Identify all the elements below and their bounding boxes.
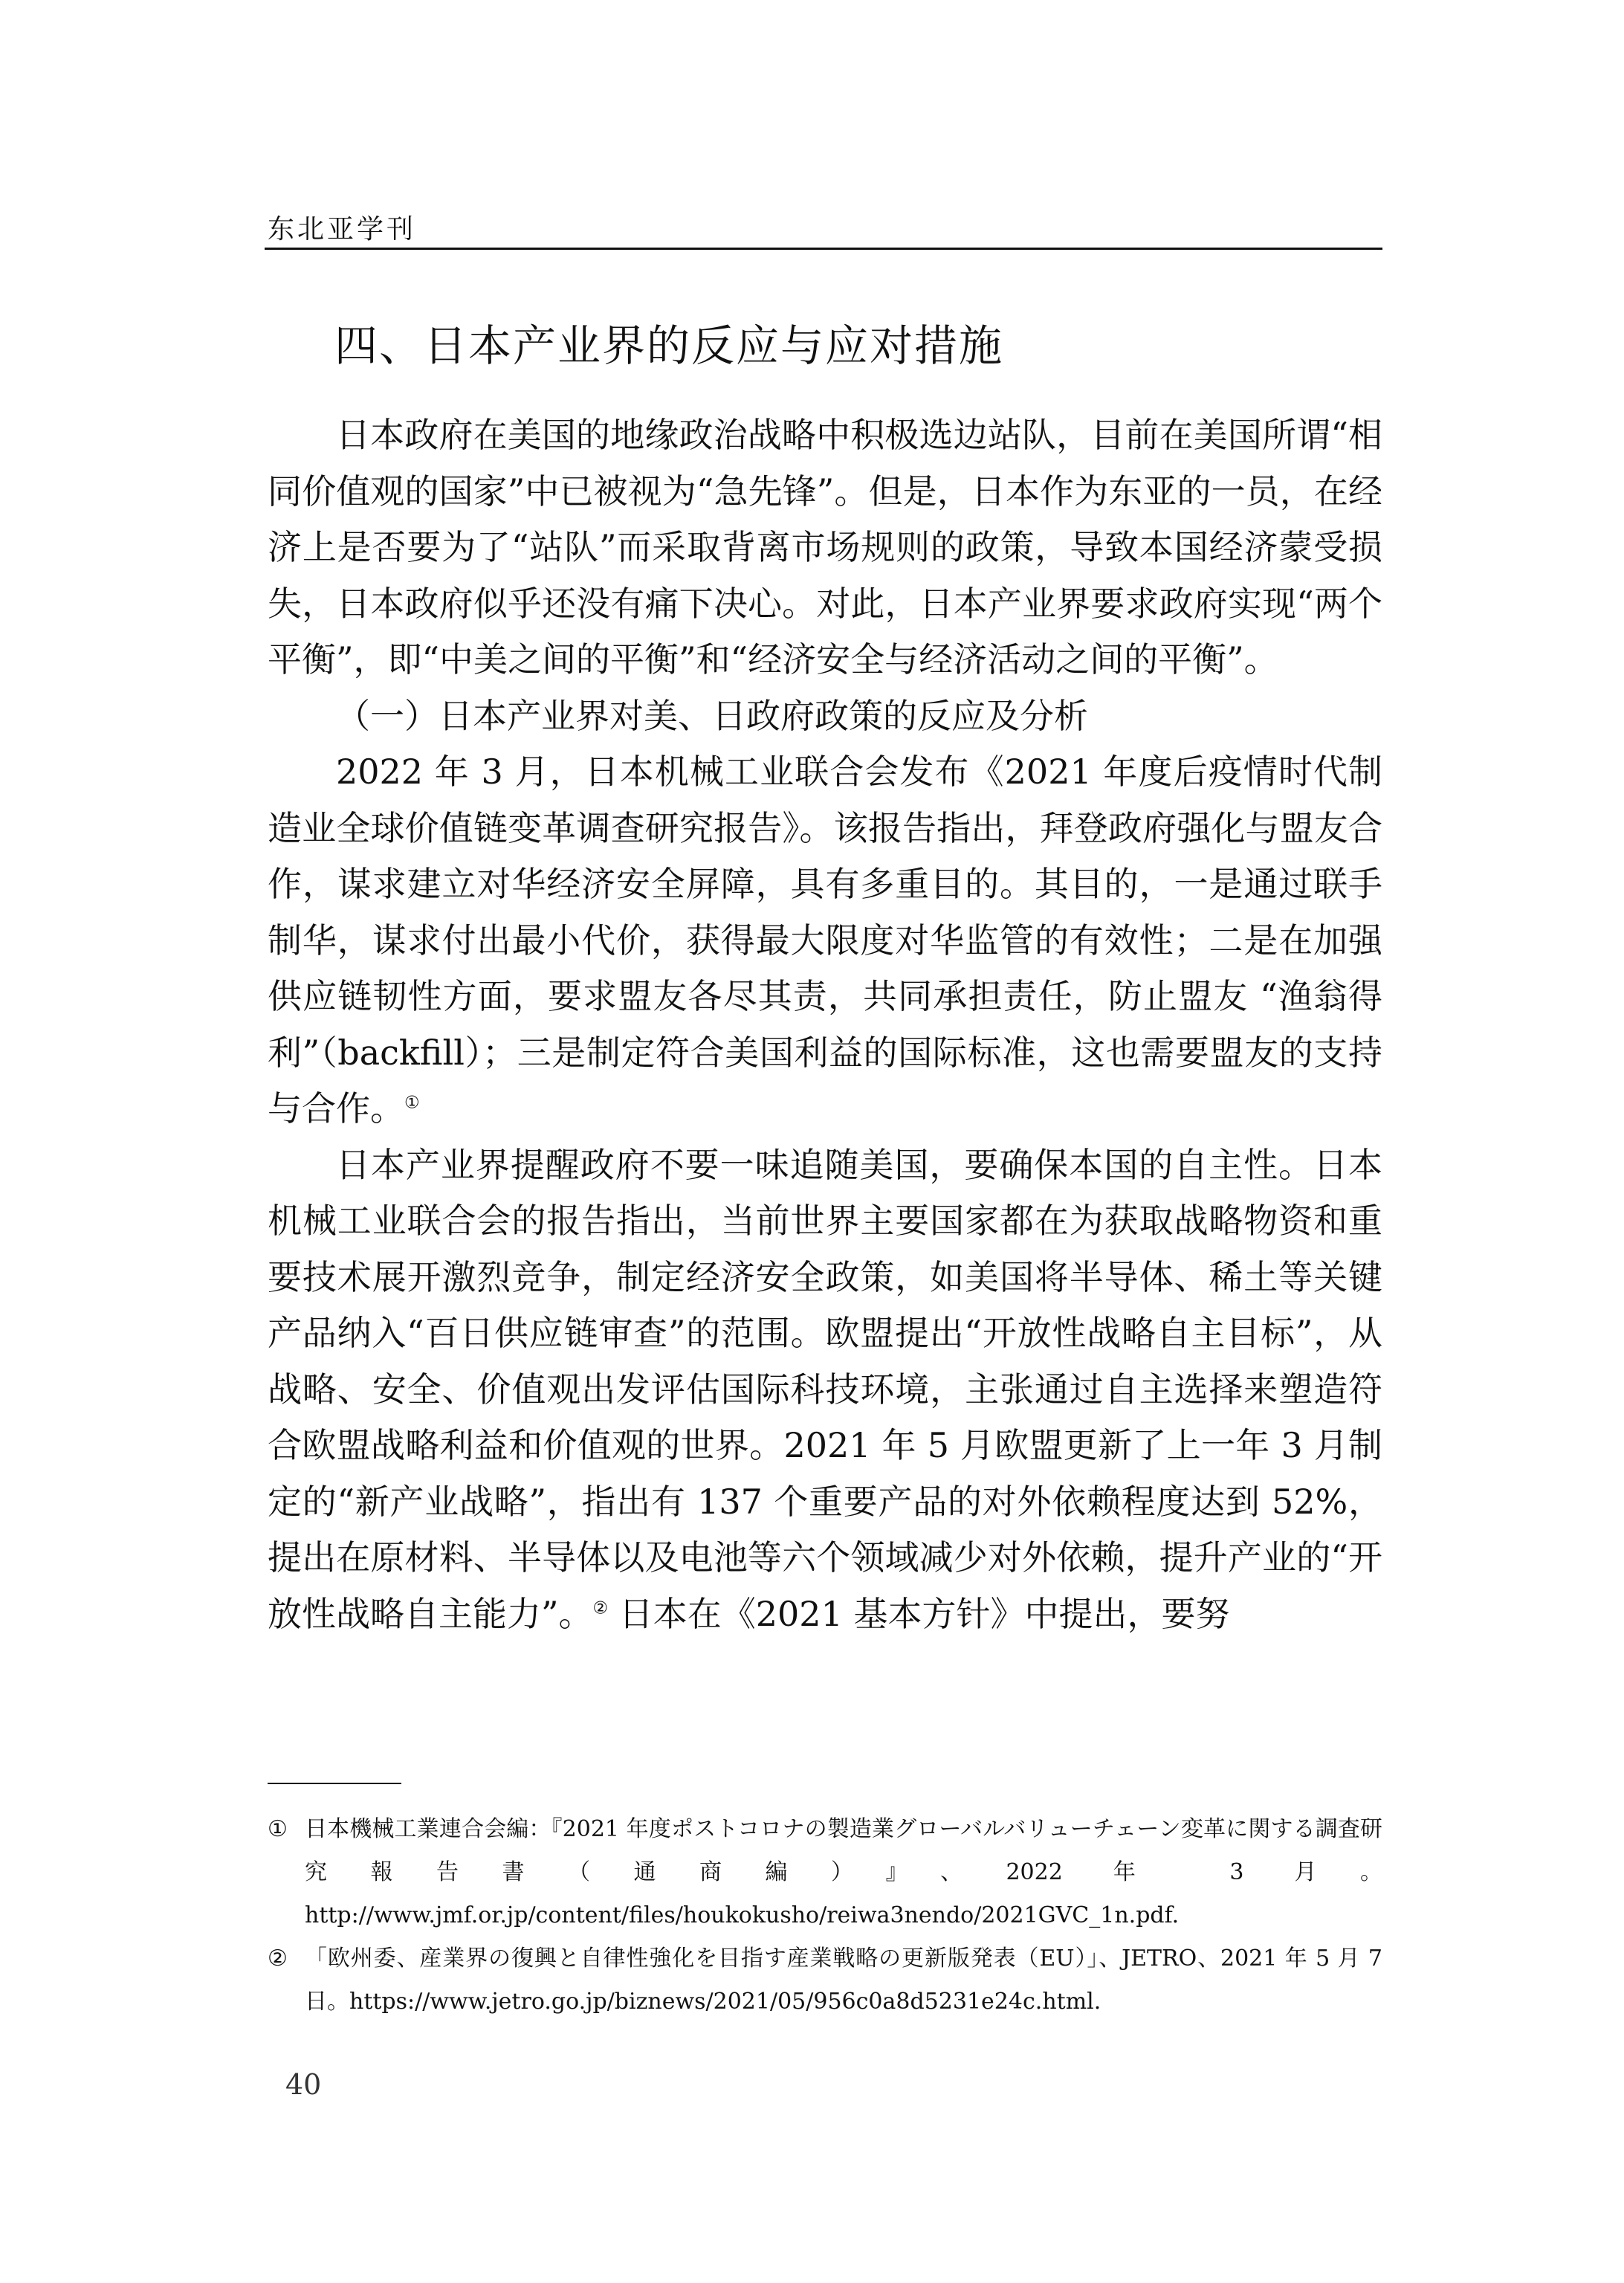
footnote-2 [268,1937,1382,2024]
header-rule [265,248,1382,250]
paragraph-2 [268,744,1382,1137]
footnote-rule [268,1783,401,1784]
running-header: 东北亚学刊 [268,214,417,245]
subsection-heading: （一）日本产业界对美、日政府政策的反应及分析 [336,695,1088,736]
footnote-2-text: 「欧州委、産業界の復興と自律性強化を目指す産業戦略の更新版発表（EU）」、JETRO、2021 年 5 月 7 日。https://www.jetro.go.jp/biznews/2021/05/956c0a8d5231e24c.html. [305,1945,1382,2015]
footnote-1 [268,1808,1382,1937]
section-title: 四、日本产业界的反应与应对措施 [334,320,1004,371]
page-number: 40 [285,2068,322,2101]
footnote-ref-1[interactable]: ① [404,1093,420,1113]
paragraph-3 [268,1137,1382,1643]
footnotes [268,1808,1382,2024]
footnote-2-marker: ② [268,1945,288,1972]
footnote-1-text: 日本機械工業連合会編：『2021 年度ポストコロナの製造業グローバルバリューチェーン変革に関する調査研究報告書（通商編）』、2022 年 3 月。http://www.jmf.or.jp/content/files/houkokusho/reiwa3nendo/2021GVC_1n.pdf. [305,1816,1382,1928]
body-text [268,407,1382,1642]
paragraph-2-text: 2022 年 3 月，日本机械工业联合会发布《2021 年度后疫情时代制造业全球价值链变革调查研究报告》。该报告指出，拜登政府强化与盟友合作，谋求建立对华经济安全屏障，具有多重目的。其目的，一是通过联手制华，谋求付出最小代价，获得最大限度对华监管的有效性；二是在加强供应链韧性方面，要求盟友各尽其责，共同承担责任，防止盟友 “渔翁得利”（backfill）；三是制定符合美国利益的国际标准，这也需要盟友的支持与合作。 [268,752,1382,1128]
paragraph-3-continuation: 日本在《2021 基本方针》中提出，要努 [608,1593,1230,1634]
paragraph-3-text: 日本产业界提醒政府不要一味追随美国，要确保本国的自主性。日本机械工业联合会的报告指出，当前世界主要国家都在为获取战略物资和重要技术展开激烈竞争，制定经济安全政策，如美国将半导体、稀土等关键产品纳入“百日供应链审查”的范围。欧盟提出“开放性战略自主目标”，从战略、安全、价值观出发评估国际科技环境，主张通过自主选择来塑造符合欧盟战略利益和价值观的世界。2021 年 5 月欧盟更新了上一年 3 月制定的“新产业战略”，指出有 137 个重要产品的对外依赖程度达到 52%，提出在原材料、半导体以及电池等六个领域减少对外依赖，提升产业的“开放性战略自主能力”。 [268,1144,1382,1634]
footnote-ref-2[interactable]: ② [592,1598,609,1618]
paragraph-1: 日本政府在美国的地缘政治战略中积极选边站队，目前在美国所谓“相同价值观的国家”中已被视为“急先锋”。但是，日本作为东亚的一员，在经济上是否要为了“站队”而采取背离市场规则的政策，导致本国经济蒙受损失，日本政府似乎还没有痛下决心。对此，日本产业界要求政府实现“两个平衡”，即“中美之间的平衡”和“经济安全与经济活动之间的平衡”。 [268,415,1382,679]
footnote-1-marker: ① [268,1816,288,1842]
